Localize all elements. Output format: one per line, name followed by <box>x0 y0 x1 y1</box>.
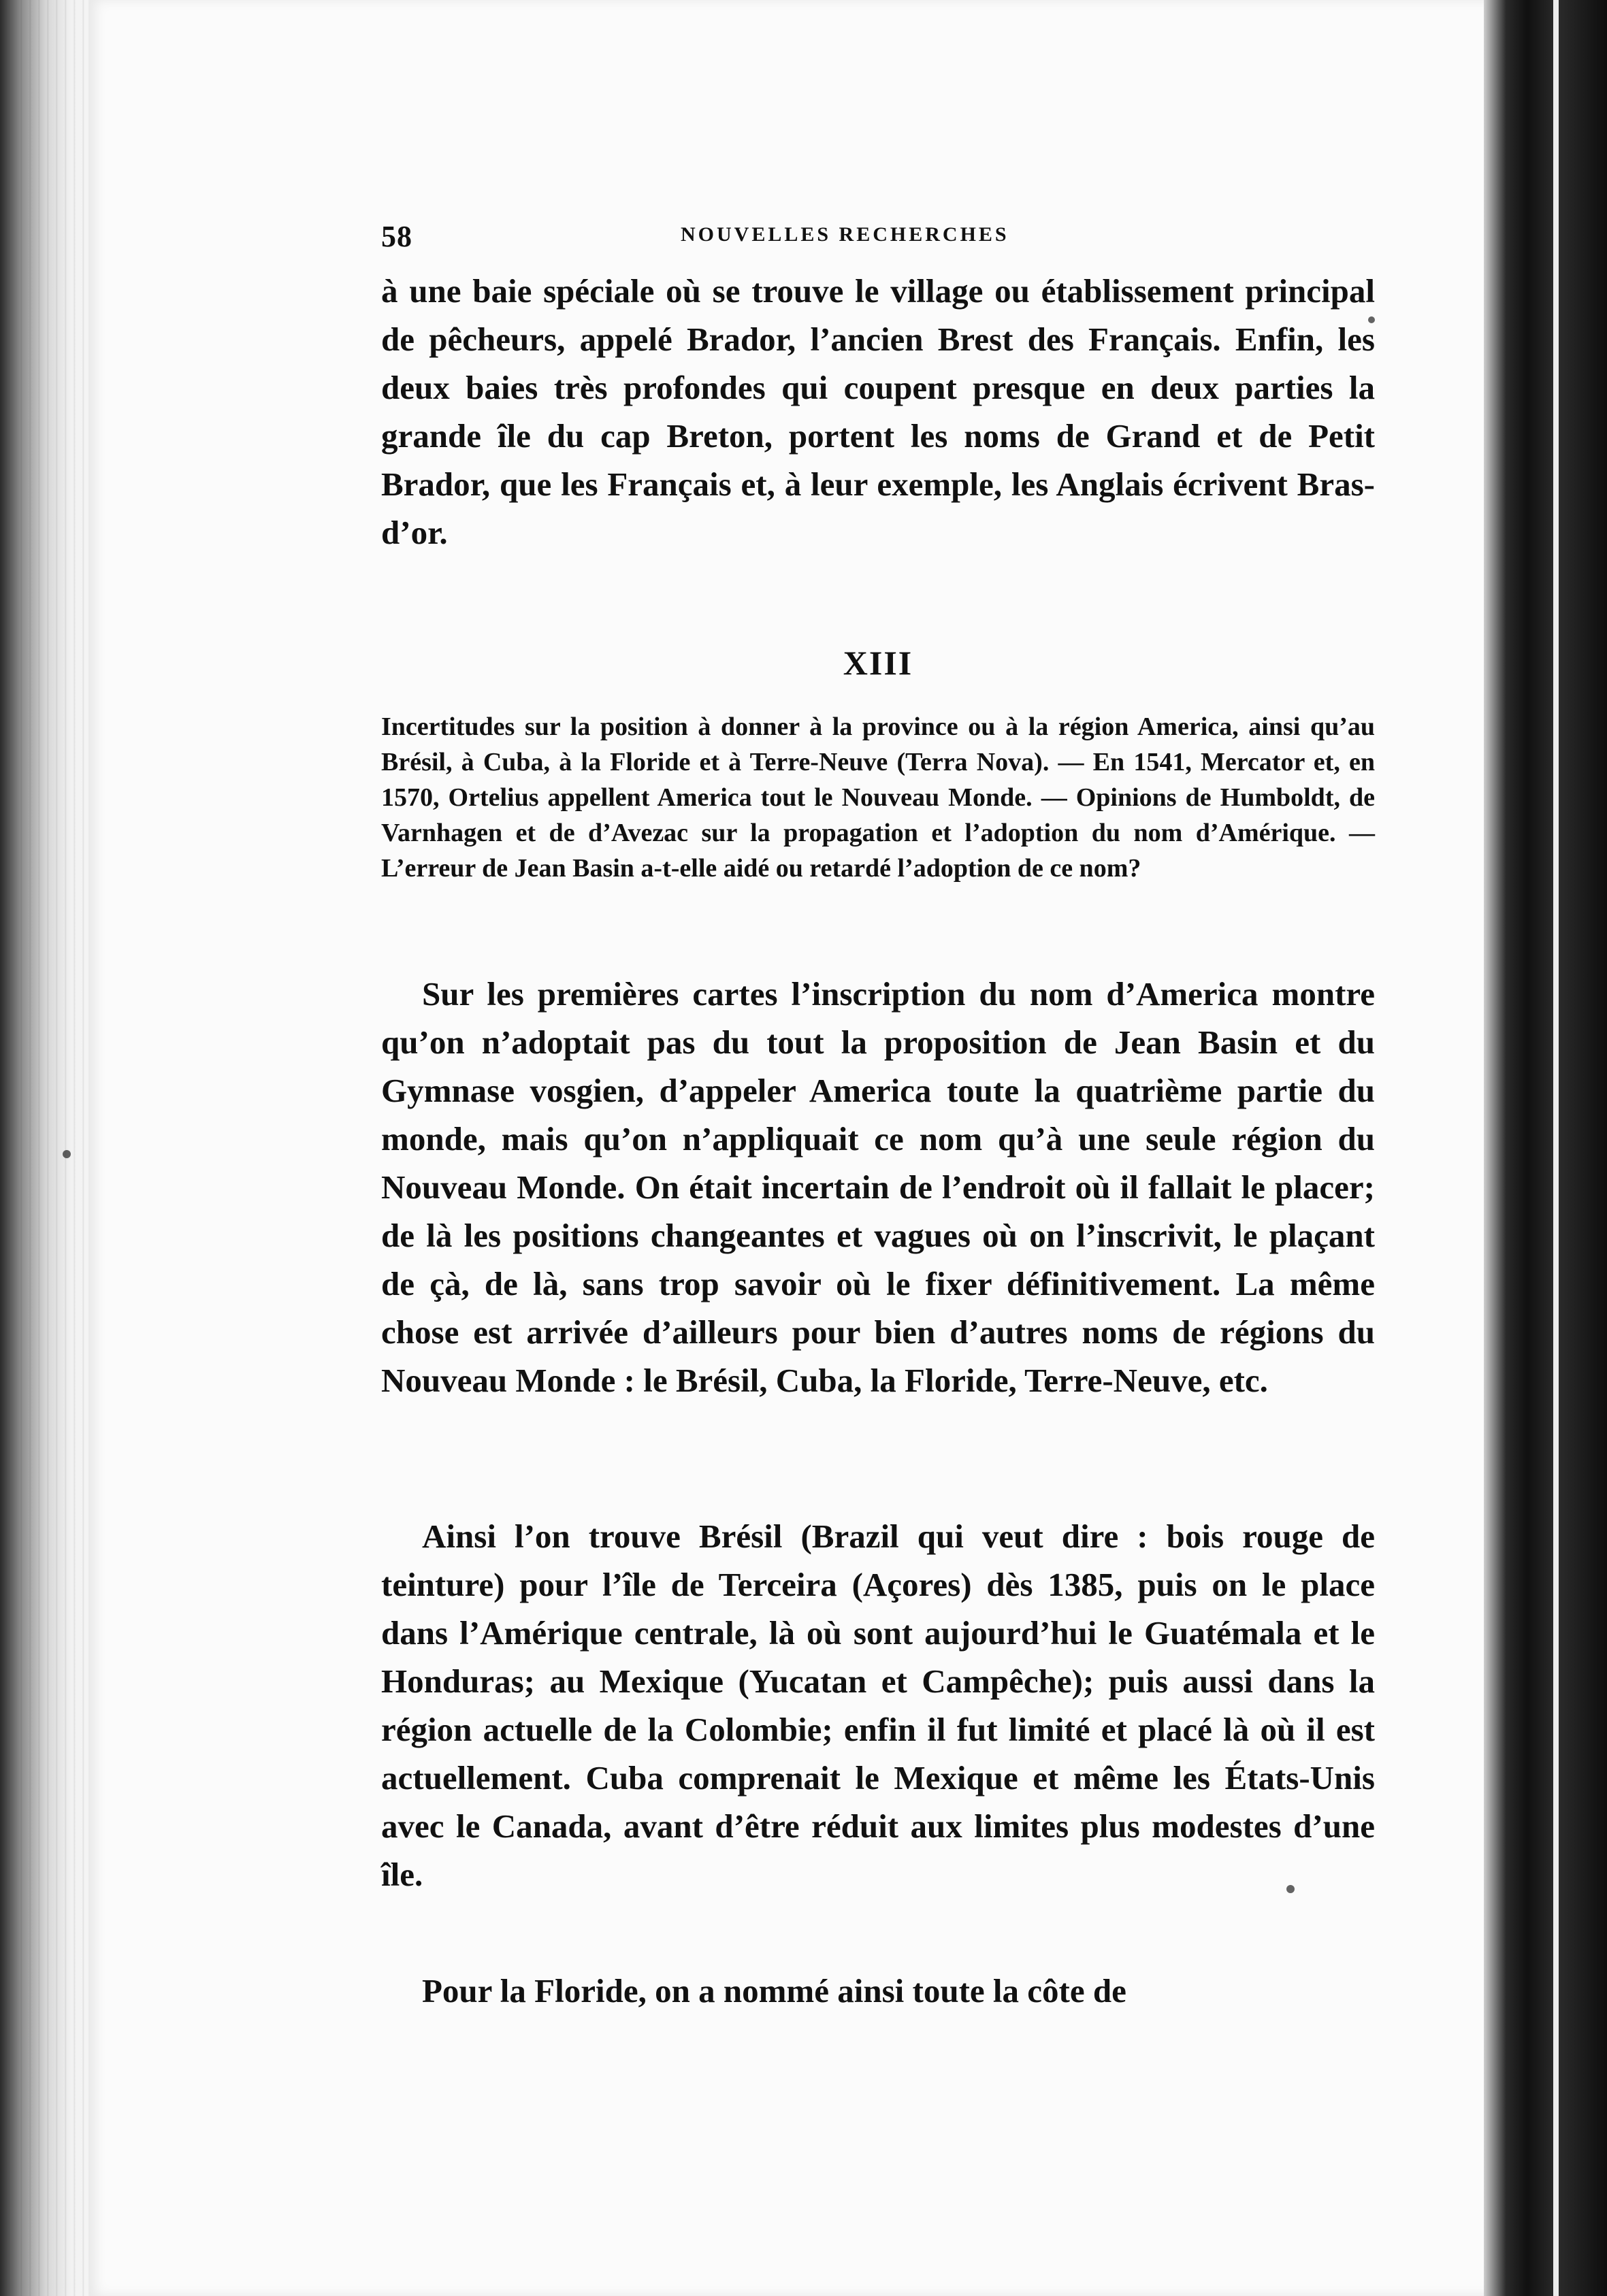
book-left-edge <box>0 0 102 2296</box>
left-edge-lines <box>14 0 88 2296</box>
paragraph-2: Sur les premières cartes l’inscription du nom d’America montre qu’on n’adoptait pas du tout la proposition de Jean Basin et du Gymnase vosgien, d’appeler America toute la quatrième partie du monde, mais qu’on n’appliquait ce nom qu’à une seule région du Nouveau Monde. On était incertain de l’endroit où il fallait le placer; de là les positions changeantes et vagues où on l’inscrivit, le plaçant de çà, de là, sans trop savoir où le fixer définitivement. La même chose est arrivée d’ailleurs pour bien d’autres noms de régions du Nouveau Monde : le Brésil, Cuba, la Floride, Terre-Neuve, etc. <box>381 975 1375 1399</box>
paragraph-3: Ainsi l’on trouve Brésil (Brazil qui veut dire : bois rouge de teinture) pour l’île de Terceira (Açores) dès 1385, puis on le place dans l’Amérique centrale, là où sont aujourd’hui le Guatémala et le Honduras; au Mexique (Yucatan et Campêche); puis aussi dans la région actuelle de la Colombie; enfin il fut limité et placé là où il est actuellement. Cuba comprenait le Mexique et même les États-Unis avec le Canada, avant d’être réduit aux limites plus modestes d’une île. <box>381 1518 1375 1893</box>
paragraph-4: Pour la Floride, on a nommé ainsi toute la côte de <box>422 1972 1126 2010</box>
running-head <box>381 219 1375 260</box>
paragraph-1: à une baie spéciale où se trouve le village ou établissement principal de pêcheurs, appelé Brador, l’ancien Brest des Français. Enfin, les deux baies très profondes qui coupent presque en deux parties la grande île du cap Breton, portent les noms de Grand et de Petit Brador, que les Français et, à leur exemple, les Anglais écrivent Bras-d’or. <box>381 272 1375 551</box>
gutter-highlight-line <box>1553 0 1559 2296</box>
running-title: NOUVELLES RECHERCHES <box>681 223 1009 246</box>
section-summary: Incertitudes sur la position à donner à la province ou à la région America, ainsi qu’au Brésil, à Cuba, à la Floride et à Terre-Neuve (Terra Nova). — En 1541, Mercator et, en 1570, Ortelius appellent America tout le Nouveau Monde. — Opinions de Humboldt, de Varnhagen et de d’Avezac sur la propagation et l’adoption du nom d’Amérique. — L’erreur de Jean Basin a-t-elle aidé ou retardé l’adoption de ce nom? <box>381 712 1375 883</box>
section-number: XIII <box>843 644 913 682</box>
page-content <box>381 204 1375 2178</box>
scan-speck <box>63 1150 71 1158</box>
book-right-gutter <box>1484 0 1607 2296</box>
page-number: 58 <box>381 220 412 253</box>
